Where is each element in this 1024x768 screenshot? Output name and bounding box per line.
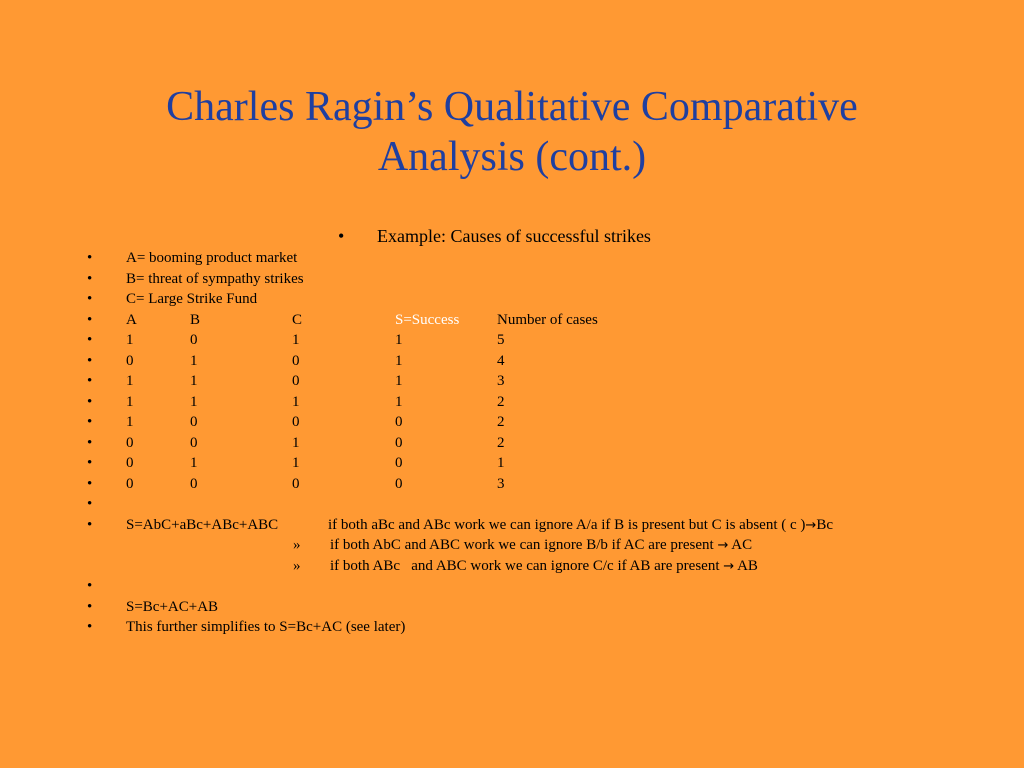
bullet: • bbox=[87, 291, 93, 307]
table-cell: 1 bbox=[190, 373, 198, 389]
table-cell: 0 bbox=[126, 455, 134, 471]
table-cell: 1 bbox=[126, 414, 134, 430]
formula-row bbox=[0, 515, 1024, 536]
table-cell: 0 bbox=[190, 434, 198, 451]
formula-note-1-text: if both aBc and ABc work we can ignore A/a if B is present but C is absent ( c ) bbox=[328, 516, 806, 533]
table-header-cell: C bbox=[292, 311, 303, 328]
list-item bbox=[0, 269, 1024, 290]
table-cell: 1 bbox=[395, 332, 403, 348]
table-row bbox=[0, 330, 1024, 351]
bullet: • bbox=[87, 311, 93, 328]
bullet: • bbox=[87, 250, 93, 266]
table-cell: 1 bbox=[126, 332, 134, 348]
table-row bbox=[0, 351, 1024, 372]
arrow-right-icon: → bbox=[717, 538, 729, 553]
list-item bbox=[0, 248, 1024, 269]
table-header-row bbox=[0, 310, 1024, 331]
slide-title bbox=[0, 82, 1024, 182]
table-row bbox=[0, 433, 1024, 454]
definition-c: C= Large Strike Fund bbox=[126, 291, 258, 307]
table-row bbox=[0, 412, 1024, 433]
table-cell: 4 bbox=[497, 352, 505, 369]
table-row bbox=[0, 371, 1024, 392]
table-cell: 0 bbox=[292, 352, 300, 369]
table-cell: 0 bbox=[190, 414, 198, 430]
table-row bbox=[0, 392, 1024, 413]
table-cell: 0 bbox=[190, 475, 198, 492]
table-cell: 0 bbox=[292, 414, 300, 430]
bullet: • bbox=[87, 598, 93, 615]
bullet: • bbox=[87, 352, 93, 369]
table-cell: 1 bbox=[292, 434, 300, 451]
definition-a: A= booming product market bbox=[126, 250, 298, 266]
table-cell: 2 bbox=[497, 393, 505, 410]
formula-expression: S=AbC+aBc+ABc+ABC bbox=[126, 516, 279, 533]
bullet: • bbox=[87, 270, 93, 287]
formula-note-1 bbox=[328, 515, 833, 536]
formula-note-3 bbox=[330, 556, 758, 577]
example-heading bbox=[338, 226, 651, 246]
list-item-empty bbox=[0, 494, 1024, 515]
slide-title-line1: Charles Ragin’s Qualitative Comparative bbox=[166, 84, 858, 130]
list-item bbox=[0, 617, 1024, 638]
example-text: Example: Causes of successful strikes bbox=[377, 226, 651, 246]
table-cell: 0 bbox=[395, 414, 403, 430]
summary-formula: S=Bc+AC+AB bbox=[126, 598, 219, 615]
sub-bullet: » bbox=[293, 537, 301, 553]
table-cell: 1 bbox=[395, 373, 403, 389]
table-cell: 0 bbox=[126, 434, 134, 451]
table-cell: 3 bbox=[497, 373, 505, 389]
table-cell: 0 bbox=[395, 434, 403, 451]
table-cell: 2 bbox=[497, 434, 505, 451]
bullet: • bbox=[87, 434, 93, 451]
bullet: • bbox=[87, 619, 93, 635]
list-item bbox=[0, 597, 1024, 618]
arrow-right-icon: → bbox=[805, 517, 817, 533]
table-cell: 0 bbox=[292, 373, 300, 389]
bullet: • bbox=[87, 373, 93, 389]
table-cell: 0 bbox=[292, 475, 300, 492]
table-cell: 1 bbox=[395, 352, 403, 369]
bullet: • bbox=[87, 332, 93, 348]
formula-note-2 bbox=[330, 535, 752, 556]
table-cell: 1 bbox=[126, 373, 134, 389]
table-cell: 0 bbox=[190, 332, 198, 348]
formula-subnote bbox=[0, 556, 1024, 577]
content-list bbox=[0, 248, 1024, 638]
formula-subnote bbox=[0, 535, 1024, 556]
table-cell: 0 bbox=[395, 455, 403, 471]
table-cell: 1 bbox=[395, 393, 403, 410]
slide-title-line2: Analysis (cont.) bbox=[377, 134, 647, 180]
table-cell: 1 bbox=[190, 352, 198, 369]
list-item-empty bbox=[0, 576, 1024, 597]
bullet: • bbox=[87, 455, 93, 471]
summary-simplification: This further simplifies to S=Bc+AC (see later) bbox=[126, 619, 406, 635]
table-cell: 1 bbox=[292, 393, 300, 410]
sub-bullet: » bbox=[293, 557, 301, 574]
formula-note-2-result: AC bbox=[728, 537, 753, 553]
formula-note-1-result: Bc bbox=[816, 516, 833, 533]
table-header-cell: A bbox=[126, 311, 137, 328]
arrow-right-icon: → bbox=[723, 558, 735, 574]
table-cell: 3 bbox=[497, 475, 505, 492]
bullet: • bbox=[87, 578, 93, 594]
table-header-success: S=Success bbox=[395, 311, 460, 328]
table-row bbox=[0, 453, 1024, 474]
bullet: • bbox=[87, 475, 93, 492]
bullet: • bbox=[338, 226, 345, 246]
formula-note-3-result: AB bbox=[734, 557, 758, 574]
table-header-cell: Number of cases bbox=[497, 311, 598, 328]
table-cell: 1 bbox=[292, 332, 300, 348]
table-cell: 0 bbox=[126, 475, 134, 492]
formula-note-3-text: if both ABc and ABC work we can ignore C/c if AB are present bbox=[330, 557, 720, 574]
table-cell: 1 bbox=[190, 455, 198, 471]
bullet: • bbox=[87, 516, 93, 533]
table-header-cell: B bbox=[190, 311, 201, 328]
table-cell: 1 bbox=[292, 455, 300, 471]
table-cell: 1 bbox=[190, 393, 198, 410]
list-item bbox=[0, 289, 1024, 310]
definition-b: B= threat of sympathy strikes bbox=[126, 270, 304, 287]
table-cell: 1 bbox=[497, 455, 505, 471]
table-row bbox=[0, 474, 1024, 495]
bullet: • bbox=[87, 496, 93, 512]
table-cell: 1 bbox=[126, 393, 134, 410]
bullet: • bbox=[87, 393, 93, 410]
table-cell: 5 bbox=[497, 332, 505, 348]
table-cell: 0 bbox=[126, 352, 134, 369]
bullet: • bbox=[87, 414, 93, 430]
formula-note-2-text: if both AbC and ABC work we can ignore B/b if AC are present bbox=[330, 537, 714, 553]
table-cell: 0 bbox=[395, 475, 403, 492]
table-cell: 2 bbox=[497, 414, 505, 430]
